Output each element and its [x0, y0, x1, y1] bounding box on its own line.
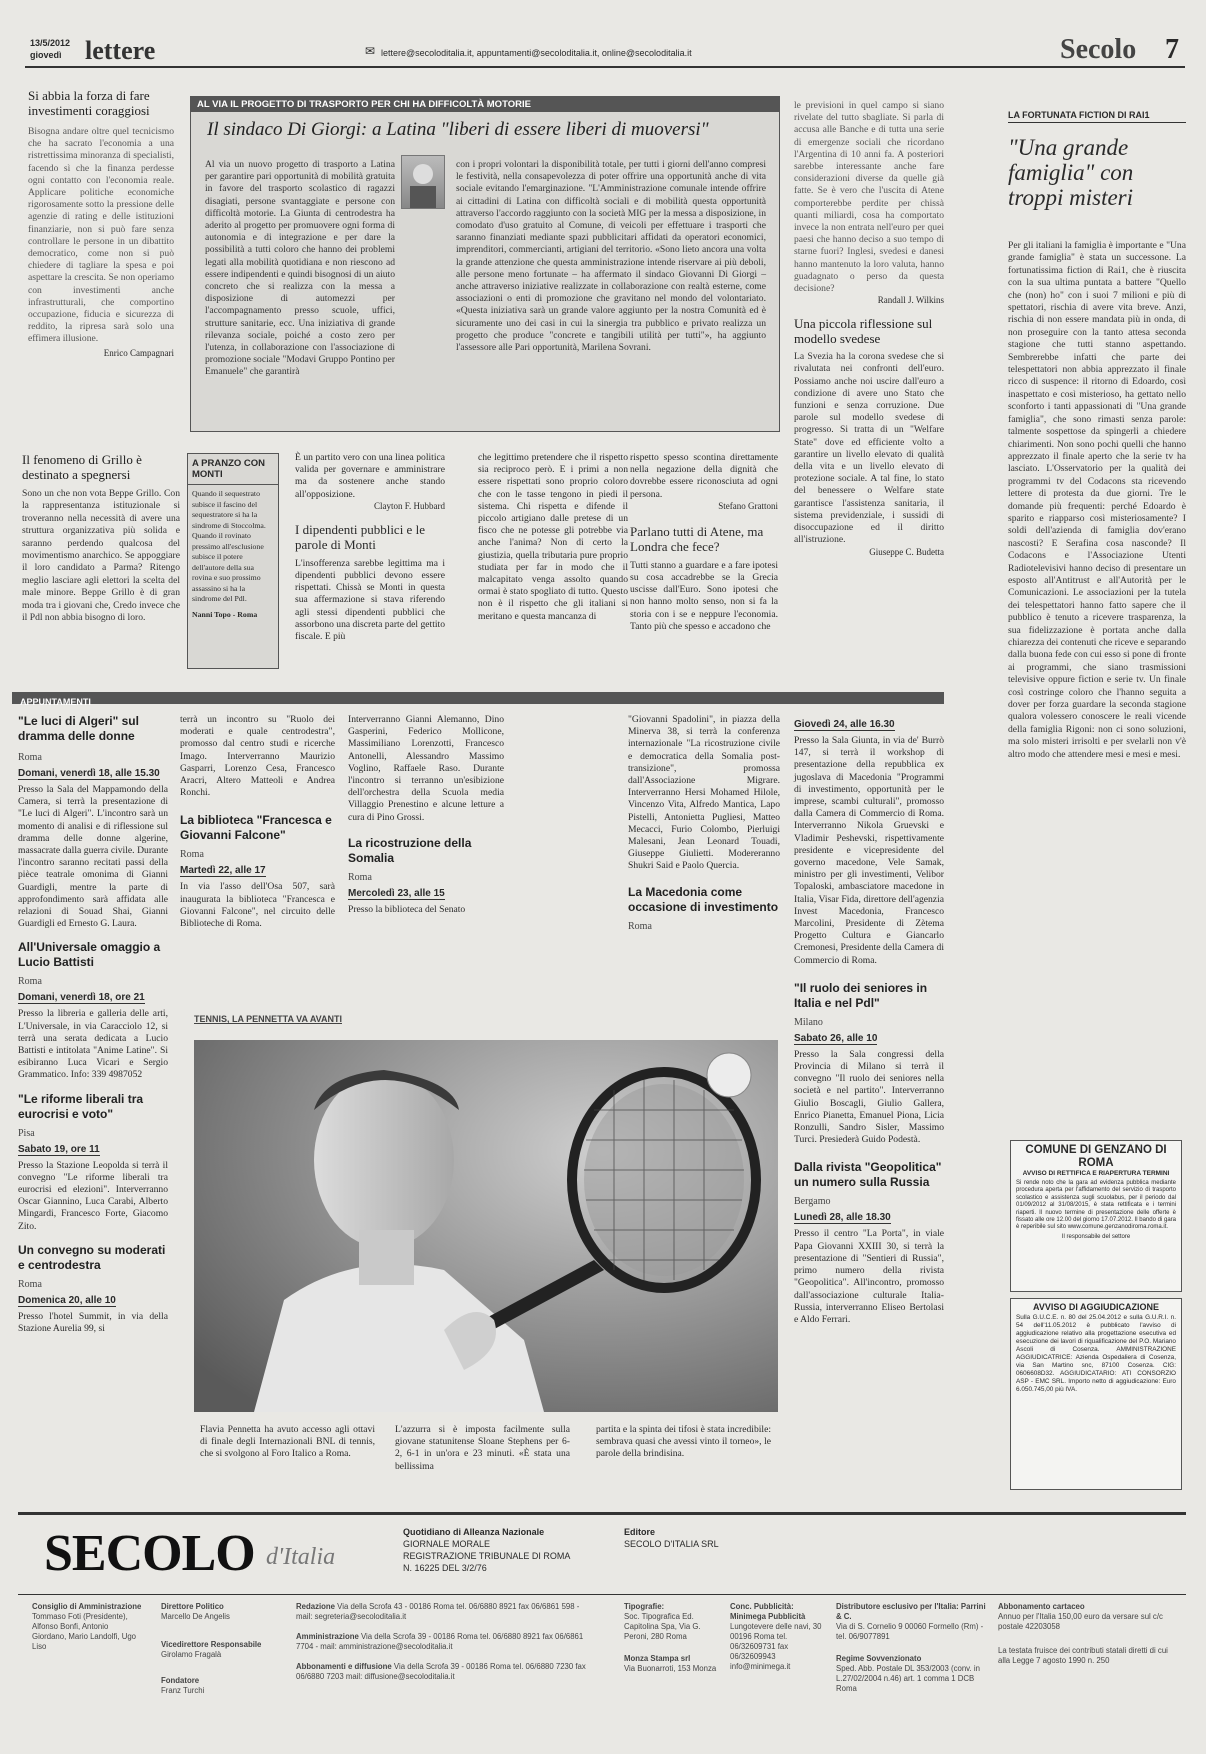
dipendenti-headline: I dipendenti pubblici e le parole di Monti: [295, 521, 425, 552]
pubblicita: Lungotevere delle navi, 30 00196 Roma tel. 06/32609731 fax 06/32609943 info@minimega.it: [730, 1622, 822, 1671]
comune-body: Si rende noto che la gara ad evidenza pubblica mediante procedura aperta per l'affidamento del servizio di trasporto scolastico e assistenza sugli scuolabus, per il periodo dal 01/09/2012 al 31/08/2015, è stata rettificata e i termini riaperti. Il nuovo termine di presentazione delle offerte è fissato alle ore 12.00 del giorno 17.07.2012. Il bando di gara è reperibile sul sito www.comune.genzanodiroma.roma.it.: [1016, 1180, 1176, 1231]
consiglio: Tommaso Foti (Presidente), Alfonso Bonfi, Antonio Giordano, Mario Landolfi, Ugo Liso: [32, 1612, 137, 1651]
appt-item-4: [18, 1243, 168, 1335]
abbonamenti-label: Abbonamenti e diffusione: [296, 1662, 392, 1671]
atene-signature: Randall J. Wilkins: [877, 295, 944, 306]
comune-title: COMUNE DI GENZANO DI ROMA: [1025, 1144, 1167, 1169]
letter-investimenti: [28, 88, 174, 359]
somalia-city: Roma: [348, 871, 372, 883]
latina-col2: con i propri volontari la disponibilità totale, per tutti i giorni dell'anno compresi le festività, nella consapevolezza di poter offrire una opportunità anche di vita sociale evitando l'emarginazione. "L'Amministrazione comunale intende offrire ai cittadini di Latina con difficoltà sociali e di mobilità questa opportunità attraverso l'accordo raggiunto con la società MIG per la messa a disposizione, in comodato d'uso gratuito al Comune, di veicoli per effettuare i trasporti che saranno finanziati mediante spazi pubblicitari affidati da operatori economici, imprenditori, commercianti, artigiani del territorio. «Sono lieto ancora una volta la grande attenzione che questa amministrazione intende riservare ai più deboli, alle persone meno fortunate – ha affermato il sindaco Giovanni Di Giorgi – anche attraverso iniziative realizzate in collaborazione con realtà esterne, come associazioni o enti di promozione che gravitano nel mondo del volontariato. «Questa iniziativa sarà un grande valore aggiunto per la nostra Comunità ed è sicuramente uno dei casi in cui la sinergia tra pubblico e privato realizza un progetto che produce "concrete e tangibili utilità per tutti"», ha aggiunto l'assessore alle Pari opportunità, Marilena Sovrani.: [456, 159, 766, 354]
pranzo-body: Quando il sequestrato subisce il fascino del sequestratore si ha la sindrome di Stoccolma. Quando il rovinato pressimo all'esclusione subisce il potere dell'autore della sua rovina e suo prossimo assassino si ha la sindrome del Pdl.: [192, 489, 266, 603]
geopolitica-date: Lunedì 28, alle 18.30: [794, 1212, 891, 1224]
monza-label: Monza Stampa srl: [624, 1654, 691, 1663]
footer-col-tipografie: [624, 1602, 724, 1674]
giornale: GIORNALE MORALE: [403, 1539, 491, 1549]
svezia-body: La Svezia ha la corona svedese che si rivalutata nei confronti dell'euro. Possiamo anche noi uscire dall'euro a condizione di avere uno Stato che funzioni e senza corruzione. Due parole sul modello svedese di progresso. Si tratta di un "Welfare State" dove ed efficiente volto a garantire un livello elevato di qualità della vita e un livello elevato di protezione sociale. A tal fine, lo stato del benessere o Welfare state garantisce l'assistenza sanitaria, il sistema previdenziale, i sussidi di disoccupazione ed il diritto all'istruzione.: [794, 351, 944, 546]
distributore-label: Distributore esclusivo per l'Italia: Parrini & C.: [836, 1602, 986, 1621]
grillo-headline: Il fenomeno di Grillo è destinato a spegnersi: [22, 452, 142, 482]
partito-body: È un partito vero con una linea politica valida per governare e amministrare ma da sostenere anche stando all'opposizione.: [295, 452, 445, 500]
distributore: Via di S. Cornelio 9 00060 Formello (Rm) - tel. 06/9077891: [836, 1622, 984, 1641]
tennis-caption-1: [200, 1424, 375, 1461]
vicedirettore: Girolamo Fragalà: [161, 1650, 222, 1659]
latina-col1: Al via un nuovo progetto di trasporto a Latina per garantire pari opportunità di mobilità gratuita in favore del trasporto scolastico di ragazzi disagiati, persone svantaggiate e persone con difficoltà motorie. La Giunta di centrodestra ha aderito al progetto per promuovere ogni forma di autonomia e di integrazione e per dare la possibilità a tutti coloro che hanno dei problemi legati alla mobilità quotidiana e non riescono ad essere indipendenti e quindi bisognosi di un aiuto concreto che si realizza con la messa a disposizione di automezzi per l'accompagnamento presso scuole, uffici, strutture sanitarie, ecc. Una iniziativa di grande rilevanza sociale, poiché a costo zero per l'utenza, in collaborazione con l'associazione di promozione sociale "Modavi Gruppo Pontino per Emanuele" che garantirà: [205, 159, 395, 378]
footer-col-pubblicita: [730, 1602, 830, 1672]
regime: Sped. Abb. Postale DL 353/2003 (conv. in L.27/02/2004 n.46) art. 1 comma 1 DCB Roma: [836, 1664, 980, 1693]
biblio-city: Roma: [180, 849, 204, 861]
appt-title-1: "Le luci di Algeri" sul dramma delle donne: [18, 714, 139, 743]
biblio-title: La biblioteca "Francesca e Giovanni Falcone": [180, 813, 332, 843]
editore-label: Editore: [624, 1527, 656, 1537]
abbonamento-cartaceo: Annuo per l'Italia 150,00 euro da versare sul c/c postale 42203058: [998, 1612, 1163, 1631]
latina-box: [190, 96, 780, 432]
comune-signature: Il responsabile del settore: [1061, 1233, 1131, 1240]
tennis-kicker: TENNIS, LA PENNETTA VA AVANTI: [194, 1014, 342, 1024]
appuntamenti-col1: [18, 714, 168, 1335]
appt-city-3: Pisa: [18, 1127, 35, 1139]
fiction-kicker: LA FORTUNATA FICTION DI RAI1: [1008, 110, 1186, 123]
letter-signature: Enrico Campagnari: [103, 347, 174, 358]
somalia-title: La ricostruzione della Somalia: [348, 835, 472, 865]
redazione-label: Redazione: [296, 1602, 335, 1611]
appuntamenti-kicker: APPUNTAMENTI: [20, 697, 91, 707]
tennis-caption-2: L'azzurra si è imposta facilmente sulla giovane statunitense Sloane Stephens per 6-2, 6-1 in un'ora e 23 minuti. «È stata una bellissima: [395, 1424, 570, 1472]
somalia-date: Mercoledì 23, alle 15: [348, 887, 445, 899]
tipografie: Soc. Tipografica Ed. Capitolina Spa, Via G. Peroni, 280 Roma: [624, 1612, 701, 1641]
section-title: lettere: [85, 36, 156, 65]
atene-headline: Parlano tutti di Atene, ma Londra che fece?: [630, 523, 764, 554]
pranzo-box: [187, 453, 279, 669]
aggiudicazione-title: AVVISO DI AGGIUDICAZIONE: [1032, 1302, 1159, 1312]
biblio-date: Martedì 22, alle 17: [180, 865, 266, 877]
fiction-body: Per gli italiani la famiglia è importante e "Una grande famiglia" è stata un successone. La fortunatissima fiction di Rai1, che è riuscita con la sua ultima puntata a battere "Quello che (non) ho" con i suoi 7 milioni e più di spettatori, rischia di avere vita breve. Anzi, rischia di non essere mandata più in onda, di non proseguire con la tanto attesa seconda stagione che tutti stanno aspettando. Sembrerebbe infatti che parte dei telespettatori non abbia apprezzato il finale ricco di suspence: il ritorno di Edoardo, così inaspettato e così misterioso, ha gettato nello sconforto i tanti appassionati di "Una grande famiglia", che sono rimasti senza parole: talmente sospettose da spingerli a chiedere chiarimenti. Non sono pochi quelli che hanno apprezzato il finale aperto che la serie tv ha lasciato. L'Osservatorio per la qualità dei programmi tv del Codacons sta ricevendo lettere di protesta da due giorni. Tre le domande più frequenti: perché Edoardo è sparito e riapparso così misteriosamente? I soldi dell'azienda di famiglia dov'erano nascosti? E Serafina cosa nasconde? Il Codacons e l'Associazione Utenti Radiotelevisivi hanno deciso di presentare un esposto all'Antitrust e all'Autorità per le Comunicazioni. Le associazioni per la tutela dei telespettatori hanno fatto sapere che il pubblico è tenuto a ricevere trasparenza, la sua fidelizzazione è portata anche dalla chiarezza dei contenuti che riceve e separando dalla buona fede con cui esso si pone di fronte ai programmi, che siano trasmissioni televisive oppure fiction e serie tv. Un finale così costringe coloro che l'hanno seguita a dover per forza guardare la seconda stagione qualora volessero conoscere le reali vicende della famiglia Rigoni: non ci sono soluzioni, ma solo misteri irrisolti e per svelarli non v'è altro modo che attendere mesi e mesi e mesi.: [1008, 240, 1186, 760]
seniores-city: Milano: [794, 1016, 823, 1028]
quotidiano: Quotidiano di Alleanza Nazionale: [403, 1527, 545, 1537]
appt-item-3: [18, 1092, 168, 1233]
dignita-body: rispetto spesso scontina direttamente nella negazione della dignità che dovrebbe essere riconosciuta ad ogni persona.: [630, 452, 778, 500]
macedonia-body: Presso la Sala Giunta, in via de' Burrò 147, si terrà il workshop di presentazione della repubblica ex jugoslava di Macedonia "Programmi di investimento, opportunità per le imprese, scambi culturali", promosso dalla Camera di Commercio di Roma. Interverranno Nikola Gruevski e Vladimir Peshevski, rispettivamente presidente e vicepresidente del governo macedone, Vele Samak, ministro per gli investimenti, Velibor Topaloski, ambasciatore macedone in Italia, Visar Fida, direttore dell'agenzia Invest Macedonia, Francesco Marcolini, Presidente di Zètema Progetto Cultura e Giancarlo Cremonesi, Presidente della Camera di Commercio di Roma.: [794, 735, 944, 966]
dipendenti-body: L'insofferenza sarebbe legittima ma i dipendenti pubblici devono essere rispettati. Chissà se Monti in questa sua affermazione si stava riferendo agli stessi dipendenti pubblici che assorbono una discreta parte del gettito fiscale. E più: [295, 557, 445, 643]
consiglio-label: Consiglio di Amministrazione: [32, 1602, 142, 1611]
fondatore: Franz Turchi: [161, 1686, 205, 1695]
grillo-body: Sono un che non vota Beppe Grillo. Con la rappresentanza istituzionale si troveranno nella necessità di avere una struttura organizzativa più solida e saranno perdendo qualcosa del movimentismo anarchico. Se appoggiare il loro candidato a Parma? Ritengo meglio lasciare agli elettori la scelta del male minore. Beppe Grillo è di gran moda tra i giovani che, Credo invece che il Pdl non abbia bisogno di loro.: [22, 488, 180, 624]
secolo-logo: SECOLO: [44, 1525, 255, 1582]
appt-body-3: Presso la Stazione Leopolda si terrà il convegno "Le riforme liberali tra eurocrisi ed elezioni". Interverranno Oscar Giannino, Luca Carabi, Alberto Mingardi, Francesco Forte, Giacomo Zito.: [18, 1159, 168, 1232]
pranzo-signature: Nanni Topo - Roma: [192, 609, 258, 619]
letter-atene-cont: [794, 100, 944, 558]
ad-comune-genzano: [1010, 1140, 1182, 1292]
appt-body-1: Presso la Sala del Mappamondo della Camera, si terrà la presentazione di "Le luci di Algeri". L'incontro sarà un momento di analisi e di riflessione sul dramma delle donne algerine, massacrate dalla guerra civile. Durante l'incontro saranno recitati passi della pièce teatrale omonima di Gianni Guardigli, mentre la parte di approfondimento sarà affidata alle relazioni di Souad Shai, Gianni Guardigli ed Ernesto G. Laura.: [18, 784, 168, 930]
footer-quotidiano: [403, 1526, 603, 1574]
footer-top-rule: [18, 1512, 1186, 1515]
registrazione-number: N. 16225 DEL 3/2/76: [403, 1563, 487, 1573]
footer-col-abbonamento: [998, 1602, 1178, 1666]
partito-signature: Clayton F. Hubbard: [373, 500, 445, 511]
appt-date-2: Domani, venerdì 18, ore 21: [18, 992, 145, 1004]
appuntamenti-col3: [348, 714, 504, 916]
footer-col-distributore: [836, 1602, 986, 1694]
fiction-headline: "Una grande famiglia" con troppi misteri: [1008, 135, 1134, 210]
fondatore-label: Fondatore: [161, 1676, 200, 1685]
footer-credits: [18, 1602, 1186, 1752]
footer-col-consiglio: [32, 1602, 142, 1652]
monza: Via Buonarroti, 153 Monza: [624, 1664, 717, 1673]
appuntamenti-col2: [180, 714, 335, 930]
amministrazione-label: Amministrazione: [296, 1632, 359, 1641]
paper-name: Secolo: [1060, 34, 1137, 65]
abbonamenti: Via della Scrofa 39 - 00186 Roma tel. 06/6880 7230 fax 06/6880 7203 mail: diffusione@secoloditalia.it: [296, 1662, 586, 1681]
editore: SECOLO D'ITALIA SRL: [624, 1539, 719, 1549]
latina-kicker: AL VIA IL PROGETTO DI TRASPORTO PER CHI HA DIFFICOLTÀ MOTORIE: [191, 97, 779, 112]
tennis-caption-1-text: Flavia Pennetta ha avuto accesso agli ottavi di finale degli Internazionali BNL di tennis, che si svolgono al Foro Italico a Roma.: [200, 1424, 375, 1460]
letter-body: Bisogna andare oltre quel tecnicismo che ha sacrato l'economia a una ristrettissima minoranza di specialisti, facendo sì che la finanza perdesse ogni contatto con l'economia reale. Applicare politiche economiche rigorosamente sotto la pressione delle agenzie di rating e delle istituzioni finanziarie, non si può fare senza controllare le persone in un dibattito democratico, come non si può chiedere di tagliare la spesa e poi aspettare la crescita. Se non operiamo con investimenti anche infrastrutturali, che comportino occupazione, fiducia e sicurezza di reddito, la ripresa sarà solo una effimera illusione.: [28, 126, 174, 345]
direttore-label: Direttore Politico: [161, 1602, 224, 1611]
footer-editore: [624, 1526, 719, 1550]
appt-city-4: Roma: [18, 1278, 42, 1290]
vicedirettore-label: Vicedirettore Responsabile: [161, 1640, 262, 1649]
header-bar: [25, 36, 1185, 68]
footer-col-direzione: [161, 1602, 281, 1696]
seniores-body: Presso la Sala congressi della Provincia di Milano si terrà il convegno "Il ruolo dei seniores nella società e nel partito". Interverranno Giulio Boscagli, Giulio Gallera, Enrico Pianetta, Emanuel Piona, Licia Ronzulli, Sandro Sisler, Massimo Turci. Presiederà Guido Podestà.: [794, 1048, 944, 1146]
appt-title-4: Un convegno su moderati e centrodestra: [18, 1242, 166, 1272]
appt-body-2: Presso la libreria e galleria delle arti, L'Universale, in via Caracciolo 12, si terrà una serata dedicata a Lucio Battisti e intitolata "Anime Latine". Si esibiranno Luca Vicari e Sergio Grammatico. Info: 339 4987052: [18, 1008, 168, 1081]
direttore: Marcello De Angelis: [161, 1612, 230, 1621]
pranzo-kicker: A PRANZO CON MONTI: [188, 454, 278, 485]
biblio-body: In via l'asso dell'Osa 507, sarà inaugurata la biblioteca "Francesca e Giovanni Falcone", nel circuito delle Biblioteche di Roma.: [180, 881, 335, 930]
envelope-icon: ✉: [365, 44, 376, 58]
latina-headline: Il sindaco Di Giorgi: a Latina "liberi di essere liberi di muoversi": [207, 119, 709, 140]
macedonia-title: La Macedonia come occasione di investimento: [628, 884, 779, 914]
dipendenti-col3: [630, 452, 778, 633]
macedonia-date: Giovedì 24, alle 16.30: [794, 719, 895, 730]
appt-date-3: Sabato 19, ore 11: [18, 1143, 100, 1155]
svezia-signature: Giuseppe C. Budetta: [869, 546, 944, 557]
geopolitica-body: Presso il centro "La Porta", in viale Papa Giovanni XXIII 30, si terrà la presentazione di "Sentieri di Russia", primo numero della rivista "Geopolitica". All'incontro, promosso dall'associazione culturale Italia-Russia, interverranno Eliseo Bertolasi e Aldo Ferrari.: [794, 1228, 944, 1325]
letter-grillo: [22, 452, 180, 624]
tennis-caption-3: partita e la spinta dei tifosi è stata incredibile: sembrava quasi che avessi vinto il torneo», le parole della brindisina.: [596, 1424, 771, 1460]
appt-title-3: "Le riforme liberali tra eurocrisi e voto": [18, 1091, 144, 1121]
appt-item-1: [18, 714, 168, 930]
amministrazione: Via della Scrofa 39 - 00186 Roma tel. 06/6880 8921 fax 06/6861 7704 - mail: amministrazione@secoloditalia.it: [296, 1632, 584, 1651]
appuntamenti-bar: [12, 692, 944, 707]
appt-city-1: Roma: [18, 752, 42, 763]
somalia-body: Presso la biblioteca del Senato: [348, 903, 466, 915]
ad-aggiudicazione: [1010, 1298, 1182, 1490]
dipendenti-col2: che legittimo pretendere che il rispetto sia reciproco però. E i primi a non essere rispettati sono proprio coloro che con le tasse tengono in piedi il sistema. Chi rispetta e difende il piccolo artigiano dalle pretese di un fisco che ne potesse gli potrebbe via anche l'anima? Non di certo la giustizia, quella tributaria pure proprio studiata per far in modo che il malcapitato venga assolto quando ormai è stato spogliato di tutto. Questo non è il rispetto che gli italiani si meritano e questa mancanza di: [478, 452, 628, 622]
date-line: 13/5/2012: [30, 38, 71, 48]
moderati-body: terrà un incontro su "Ruolo dei moderati e quale centrodestra", promosso dal centro studi e ricerche Imago. Interverranno Maurizio Gasparri, Lorenzo Cesa, Francesco Aracri, Altero Matteoli e Andrea Ronchi.: [180, 714, 335, 799]
footer-col-redazione: [296, 1602, 594, 1682]
registrazione: REGISTRAZIONE TRIBUNALE DI ROMA: [403, 1551, 571, 1561]
geopolitica-city: Bergamo: [794, 1196, 831, 1208]
aggiudicazione-body: Sulla G.U.C.E. n. 80 del 25.04.2012 e sulla G.U.R.I. n. 54 dell'11.05.2012 è pubblicato l'avviso di aggiudicazione relativo alla progettazione esecutiva ed esecuzione dei lavori di riqualificazione del P.O. Mariano Ascoli di Cosenza. AMMINISTRAZIONE AGGIUDICATRICE: Azienda Ospedaliera di Cosenza, via San Martino snc, 87100 Cosenza. CIG: 0606608D32. AGGIUDICATARIO: ATI CONSORZIO ASP - EMC SRL. Importo netto di aggiudicazione: Euro 6.050.745,00 più IVA.: [1016, 1314, 1176, 1393]
appt-body-4: Presso l'hotel Summit, in via della Stazione Aurelia 99, si: [18, 1310, 168, 1335]
footer-masthead: [18, 1518, 1186, 1588]
testata-contributi: La testata fruisce dei contributi statali diretti di cui alla Legge 7 agosto 1990 n. 250: [998, 1646, 1168, 1665]
tipografie-label: Tipografie:: [624, 1602, 665, 1611]
dignita-signature: Stefano Grattoni: [718, 500, 778, 511]
atene-body: le previsioni in quel campo si siano rivelate del tutto sbagliate. Si parla di accusa alle Banche e di tutta una serie di emergenze sociali che ricordano l'Argentina di 10 anni fa. A posteriori sarebbe interessante anche fare considerazioni diverse da quelle già fatte. Se è vero che l'uscita di Atene comporterebbe perdite per chissà quanti miliardi, cosa ha comportato invece la non entrata nell'euro per quei paesi che hanno deciso a suo tempo di starne fuori? Inglesi, svedesi e danesi hanno mantenuto la loro valuta, hanno guadagnato o perso da questa decisione?: [794, 100, 944, 295]
fiction-article: [1008, 110, 1186, 761]
atene-intro: Tutti stanno a guardare e a fare ipotesi su cosa accadrebbe se la Grecia uscisse dall'Euro. Sono ipotesi che non hanno molto senso, non si fa la storia con i se e neppure l'economia. Tanto più che spesso e accadono che: [630, 559, 778, 632]
seniores-date: Sabato 26, alle 10: [794, 1032, 878, 1044]
letter-headline: Si abbia la forza di fare investimenti coraggiosi: [28, 88, 150, 118]
appt-city-2: Roma: [18, 976, 42, 988]
biblio-speakers: Interverranno Gianni Alemanno, Dino Gasperini, Federico Mollicone, Massimiliano Lorenzotti, Francesco Antonelli, Alessandro Massimo Voglino, Raffaele Raso. Durante l'incontro si terranno un'esibizione dell'orchestra della Scuola media Villaggio Prenestino e alcune letture a cura di Pino Grossi.: [348, 714, 504, 823]
appt-date-1: Domani, venerdì 18, alle 15.30: [18, 768, 160, 779]
weekday: giovedì: [30, 50, 62, 60]
appt-item-2: [18, 940, 168, 1081]
redazione: Via della Scrofa 43 - 00186 Roma tel. 06/6880 8921 fax 06/6861 598 - mail: segreteria@secoloditalia.it: [296, 1602, 580, 1621]
comune-subtitle: AVVISO DI RETTIFICA E RIAPERTURA TERMINI: [1022, 1170, 1170, 1177]
appt-title-2: All'Universale omaggio a Lucio Battisti: [18, 940, 161, 970]
regime-label: Regime Sovvenzionato: [836, 1654, 922, 1663]
dipendenti-col1: [295, 452, 445, 643]
tennis-photo: [194, 1040, 778, 1412]
pubblicita-label: Conc. Pubblicità: Minimega Pubblicità: [730, 1602, 806, 1621]
seniores-title: "Il ruolo dei seniores in Italia e nel Pdl": [794, 980, 928, 1010]
macedonia-city: Roma: [628, 920, 652, 932]
abbonamento-cartaceo-label: Abbonamento cartaceo: [998, 1602, 1085, 1611]
appt-date-4: Domenica 20, alle 10: [18, 1294, 116, 1306]
svezia-headline: Una piccola riflessione sul modello svedese: [794, 316, 933, 347]
footer-mid-rule: [18, 1594, 1186, 1595]
appuntamenti-col5: [794, 714, 944, 1326]
somalia-details: "Giovanni Spadolini", in piazza della Minerva 38, si terrà la conferenza internazionale "La ricostruzione civile e democratica della Somalia post-transizione", promossa dall'Associazione Migrare. Interverranno Hersi Mohamed Hilole, Vincenzo Vita, Alfredo Mantica, Lapo Pistelli, Antonietta Pugliesi, Matteo Mecacci, Furio Colombo, Pierluigi Malesani, Jean Leonard Touadi, Giuseppe Giulietti. Modereranno Shukri Said e Paolo Quercia.: [628, 714, 780, 872]
secolo-logo-sub: d'Italia: [266, 1544, 336, 1570]
page-number: 7: [1165, 34, 1179, 65]
contact-emails: lettere@secoloditalia.it, appuntamenti@secoloditalia.it, online@secoloditalia.it: [381, 48, 692, 58]
mayor-portrait: [401, 155, 445, 209]
appuntamenti-col4: [628, 714, 780, 932]
geopolitica-title: Dalla rivista "Geopolitica" un numero sulla Russia: [794, 1160, 942, 1190]
